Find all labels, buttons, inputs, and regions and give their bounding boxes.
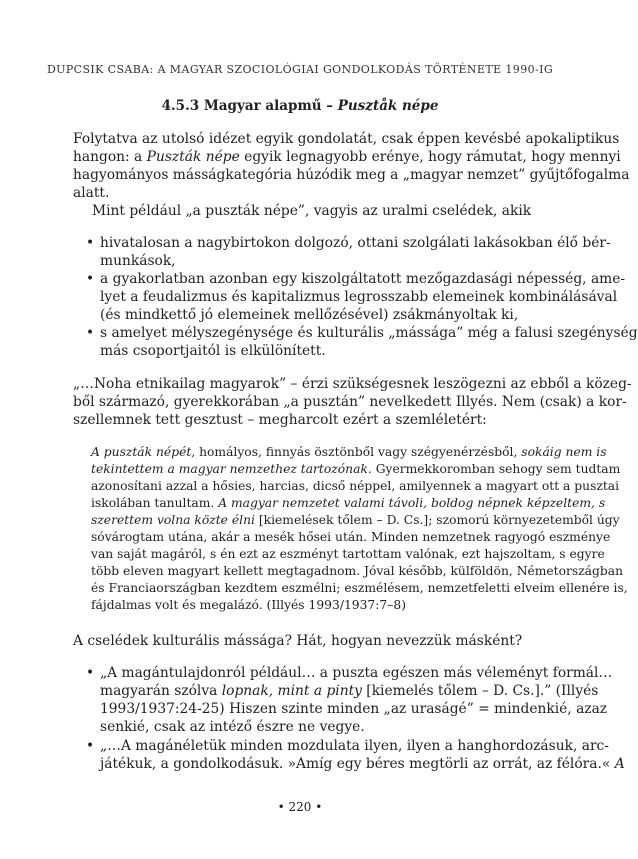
book-title-italic: Puszták népe <box>146 149 240 165</box>
quote-italic: sokáig nem is <box>521 445 607 459</box>
paragraph-line: ből származó, gyerekkorában „a pusztán” nevelkedett Illyés. Nem (csak) a kor- <box>73 394 627 410</box>
quote-line <box>91 495 605 511</box>
emphasis-italic: A <box>614 756 625 772</box>
text-run: magyarán szólva <box>100 683 222 699</box>
bullet-line: a gyakorlatban azonban egy kiszolgáltatott mezőgazdasági népesség, ame- <box>100 271 626 287</box>
text-run: [kiemelés tőlem – D. Cs.].” (Illyés <box>361 683 599 699</box>
bullet-line: hivatalosan a nagybirtokon dolgozó, ottani szolgálati lakásokban élő bér- <box>100 235 611 251</box>
quote-line: azonosítani azzal a hősies, harcias, dicső néppel, amilyennek a magyart ott a pusztai <box>91 479 620 493</box>
bullet-line: senkié, csak az intéző észre ne vegye. <box>100 719 365 735</box>
page-number: • 220 • <box>277 800 323 814</box>
bullet-line: más csoportjaitól is elkülönített. <box>100 343 326 359</box>
section-title-text: 4.5.3 Magyar alapmű – <box>161 98 338 114</box>
bullet-line: s amelyet mélyszegénysége és kulturális „mássága” még a falusi szegénység <box>100 325 638 341</box>
bullet-dot: • <box>86 738 95 754</box>
bullet-line: lyet a feudalizmus és kapitalizmus legrosszabb elemeinek kombinálásával <box>100 289 618 305</box>
bullet-line: munkások, <box>100 253 176 269</box>
bullet-line: „A magántulajdonról például… a puszta egészen más véleményt formál… <box>100 665 613 681</box>
intro-line: alatt. <box>73 185 110 201</box>
text-run: hangon: a <box>73 149 147 165</box>
bullet-dot: • <box>86 235 95 251</box>
quote-italic: szerettem volna közte élni <box>91 513 255 527</box>
quote-italic: A magyar nemzetet valami távoli, boldog népnek képzeltem, s <box>218 496 606 510</box>
text-run: homályos, finnyás ösztönből vagy szégyenérzésből, <box>195 445 522 459</box>
quote-line <box>91 512 620 528</box>
bullet-line <box>100 755 625 773</box>
quote-line: fájdalmas volt és megalázó. (Illyés 1993/1937:7–8) <box>91 598 406 612</box>
bullet-line: 1993/1937:24-25) Hiszen szinte minden „az uraságé” = mindenkié, azaz <box>100 701 608 717</box>
intro-line: Mint például „a puszták népe”, vagyis az uralmi cselédek, akik <box>92 203 532 219</box>
quote-line: és Franciaországban kezdtem eszmélni; eszmélésem, nemzetfeletti elveim ellenére is, <box>91 581 628 595</box>
bullet-line: „…A magánéletük minden mozdulata ilyen, ilyen a hanghordozásuk, arc- <box>100 738 609 754</box>
bullet-line: (és mindkettő jó elemeinek mellőzésével) zsákmányoltak ki, <box>100 307 519 323</box>
text-run: [kiemelések tőlem – D. Cs.]; szomorú környezetemből úgy <box>254 513 620 527</box>
paragraph-line: A cselédek kulturális mássága? Hát, hogyan nevezzük másként? <box>73 633 523 649</box>
text-run: egyik legnagyobb erénye, hogy rámutat, hogy mennyi <box>239 149 621 165</box>
bullet-dot: • <box>86 271 95 287</box>
quote-line: több eleven magyart kellett megtagadnom. Jóval később, külföldön, Németországban <box>91 564 624 578</box>
emphasis-italic: lopnak, mint a pinty <box>221 683 362 699</box>
quote-line: van saját magáról, s én ezt az eszményt tartottam valónak, ezt hajszoltam, s egyre <box>91 547 605 561</box>
intro-line <box>73 148 621 166</box>
bullet-dot: • <box>86 665 95 681</box>
quote-line <box>91 444 607 460</box>
paragraph-line: szellemnek tett gesztust – megharcolt ezért a szemléletért: <box>73 412 487 428</box>
bullet-dot: • <box>86 325 95 341</box>
text-run: iskolában tanultam. <box>91 496 219 510</box>
running-header: DUPCSIK CSABA: A MAGYAR SZOCIOLÓGIAI GONDOLKODÁS TÖRTÉNETE 1990-IG <box>46 63 554 76</box>
bullet-line <box>100 682 598 700</box>
quote-italic: tekintettem a magyar nemzethez tartozónak. <box>91 462 372 476</box>
quote-line <box>91 461 620 477</box>
quote-line: sóvárogtam utána, akár a mesék hősei után. Minden nemzetnek ragyogó eszménye <box>91 530 611 544</box>
text-run: Gyermekkoromban sehogy sem tudtam <box>371 462 621 476</box>
paragraph-line: „…Noha etnikailag magyarok” – érzi szükségesnek leszögezni az ebből a közeg- <box>73 376 632 392</box>
quote-italic: A puszták népét, <box>91 445 196 459</box>
intro-line: Folytatva az utolsó idézet egyik gondolatát, csak éppen kevésbé apokaliptikus <box>73 131 620 147</box>
section-title <box>0 98 600 114</box>
section-title-italic: Pusztåk népe <box>337 98 439 114</box>
intro-line: hagyományos másságkategória húzódik meg a „magyar nemzet” gyűjtőfogalma <box>73 167 630 183</box>
text-run: játékuk, a gondolkodásuk. »Amíg egy béres megtörli az orrát, az félóra.« <box>100 756 615 772</box>
